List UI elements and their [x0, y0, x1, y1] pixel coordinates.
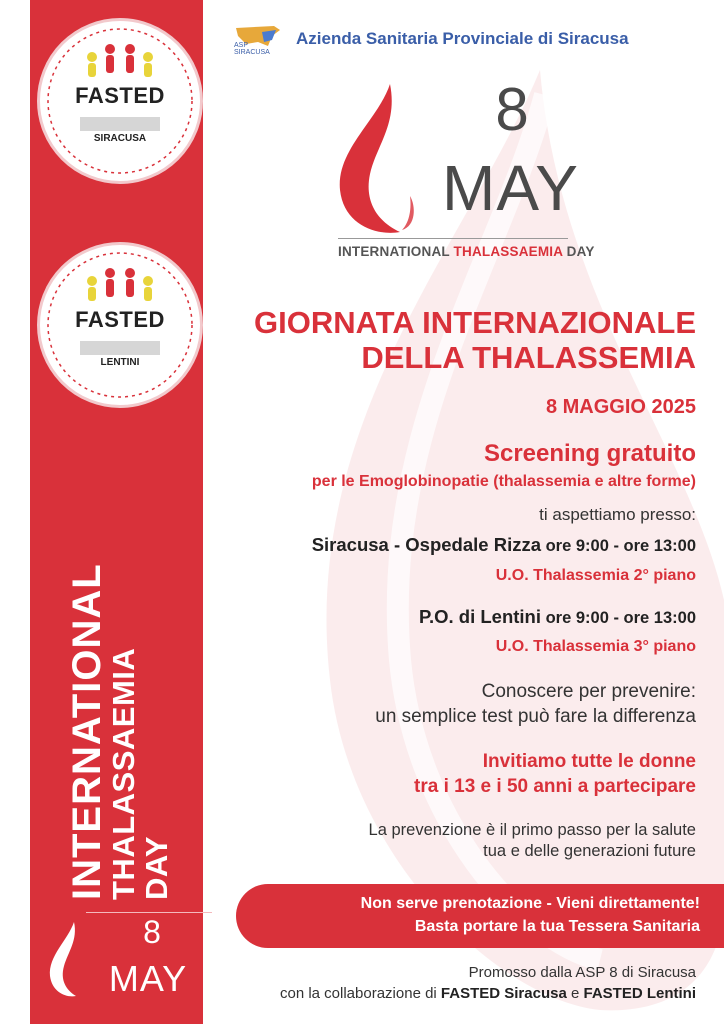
fasted-logo-city: SIRACUSA	[93, 133, 147, 144]
sidebar-day-number: 8	[143, 914, 161, 950]
vertical-event-title	[65, 563, 174, 900]
prevention-message	[196, 820, 696, 863]
partner-fasted-siracusa: FASTED Siracusa	[440, 985, 567, 1002]
prevention-line2: tua e delle generazioni future	[483, 842, 696, 861]
red-sidebar	[30, 0, 203, 1024]
main-title-line2: DELLA THALASSEMIA	[361, 339, 696, 375]
promoter-line1: Promosso dalla ASP 8 di Siracusa	[468, 964, 696, 981]
logo-caption	[338, 244, 595, 259]
location-lentini	[196, 606, 696, 628]
invitation-message	[196, 750, 696, 799]
location-hours: ore 9:00 - ore 13:00	[541, 537, 696, 555]
no-booking-banner	[236, 884, 724, 948]
fasted-logo-city: LENTINI	[100, 357, 140, 368]
vertical-title-line1: INTERNATIONAL	[65, 563, 109, 900]
intro-text: ti aspettiamo presso:	[539, 505, 696, 524]
day-number: 8	[495, 76, 529, 143]
promoter-joiner: e	[566, 985, 584, 1002]
vertical-title-line2: THALASSAEMIA DAY	[106, 648, 174, 900]
location-unit: U.O. Thalassemia 2° piano	[495, 567, 696, 584]
caption-part: DAY	[562, 244, 595, 259]
banner-text	[240, 892, 700, 938]
promoter-prefix: con la collaborazione di	[279, 985, 441, 1002]
fasted-logo-name: FASTED	[75, 307, 165, 332]
main-title	[196, 306, 696, 375]
caption-part: INTERNATIONAL	[338, 244, 454, 259]
location-place: Siracusa - Ospedale Rizza	[311, 534, 541, 555]
asp-logo-text: ASP SIRACUSA	[234, 42, 270, 56]
screening-subtitle: per le Emoglobinopatie (thalassemia e altre forme)	[311, 473, 696, 490]
sidebar-divider	[86, 912, 212, 913]
prevention-line1: La prevenzione è il primo passo per la salute	[368, 821, 696, 839]
location-hours: ore 9:00 - ore 13:00	[541, 609, 696, 627]
promoter-line2	[196, 983, 696, 1004]
thalassaemia-day-logo	[330, 76, 595, 270]
invitation-line1: Invitiamo tutte le donne	[482, 751, 696, 772]
invitation-line2: tra i 13 e i 50 anni a partecipare	[414, 775, 696, 797]
asp-header	[232, 22, 692, 58]
screening-title: Screening gratuito	[483, 440, 696, 467]
partner-fasted-lentini: FASTED Lentini	[583, 985, 696, 1002]
banner-line2: Basta portare la tua Tessera Sanitaria	[414, 918, 700, 936]
main-title-line1: GIORNATA INTERNAZIONALE	[253, 305, 696, 340]
blood-drop-icon	[330, 80, 440, 240]
event-date: 8 MAGGIO 2025	[545, 396, 696, 418]
promoter-credits	[196, 962, 696, 1004]
logo-divider	[338, 238, 568, 239]
caption-highlight: THALASSAEMIA	[453, 244, 563, 259]
fasted-lentini-logo	[37, 242, 203, 408]
awareness-line2: un semplice test può fare la differenza	[375, 705, 696, 727]
blood-drop-icon	[44, 920, 92, 1000]
awareness-line1: Conoscere per prevenire:	[481, 681, 696, 702]
fasted-siracusa-logo	[37, 18, 203, 184]
location-unit: U.O. Thalassemia 3° piano	[495, 638, 696, 655]
banner-line1: Non serve prenotazione - Vieni direttamente!	[360, 895, 700, 912]
month-name: MAY	[442, 152, 579, 224]
sidebar-month: MAY	[108, 958, 188, 999]
location-place: P.O. di Lentini	[419, 606, 541, 627]
location-siracusa	[196, 534, 696, 556]
awareness-message	[196, 680, 696, 729]
organization-name: Azienda Sanitaria Provinciale di Siracusa	[296, 29, 629, 48]
fasted-logo-name: FASTED	[75, 83, 165, 108]
